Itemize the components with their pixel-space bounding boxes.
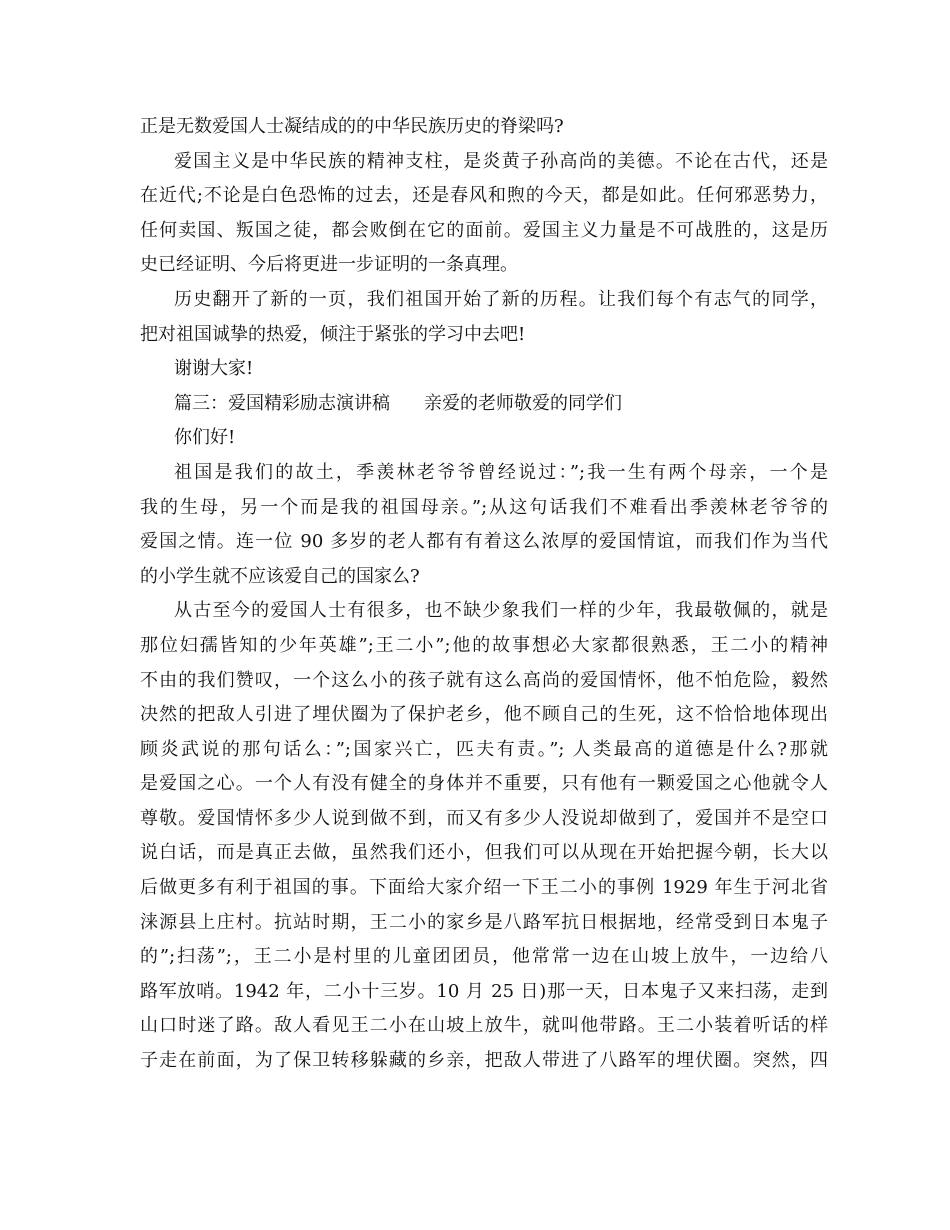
text-line-content: 从古至今的爱国人士有很多，也不缺少象我们一样的少年，我最敬佩的，就是 — [174, 600, 828, 622]
text-line-content: 后做更多有利于祖国的事。下面给大家介绍一下王二小的事例 1929 年生于河北省 — [140, 877, 828, 899]
text-line — [140, 560, 828, 595]
text-line-content: 谢谢大家! — [174, 358, 254, 380]
text-line — [140, 248, 828, 283]
text-line-content: 的”;扫荡”;，王二小是村里的儿童团团员，他常常一边在山坡上放牛，一边给八 — [140, 946, 828, 968]
text-line-content: 山口时迷了路。敌人看见王二小在山坡上放牛，就叫他带路。王二小装着听话的样 — [140, 1015, 828, 1037]
text-line-content: 任何卖国、叛国之徒，都会败倒在它的面前。爱国主义力量是不可战胜的，这是历 — [140, 219, 828, 241]
text-line — [140, 664, 828, 699]
text-line — [140, 733, 828, 768]
text-line — [140, 525, 828, 560]
text-line — [140, 491, 828, 526]
text-line-content: 你们好! — [174, 427, 236, 449]
text-line-content: 我的生母，另一个而是我的祖国母亲。”;从这句话我们不难看出季羡林老爷爷的 — [140, 496, 828, 518]
text-line-content: 不由的我们赞叹，一个这么小的孩子就有这么高尚的爱国情怀，他不怕危险，毅然 — [140, 669, 828, 691]
text-line-content: 说白话，而是真正去做，虽然我们还小，但我们可以从现在开始把握今朝，长大以 — [140, 842, 828, 864]
text-line-content: 爱国主义是中华民族的精神支柱，是炎黄子孙高尚的美德。不论在古代，还是 — [174, 150, 828, 172]
text-line-content: 篇三：爱国精彩励志演讲稿 — [174, 392, 390, 414]
text-line-content: 在近代;不论是白色恐怖的过去，还是春风和煦的今天，都是如此。任何邪恶势力， — [140, 185, 828, 207]
text-line-content: 顾炎武说的那句话么：”;国家兴亡，匹夫有责。”; 人类最高的道德是什么?那就 — [140, 738, 828, 760]
text-line-content: 那位妇孺皆知的少年英雄”;王二小”;他的故事想必大家都很熟悉，王二小的精神 — [140, 634, 828, 656]
text-line — [140, 352, 828, 387]
text-line-content: 路军放哨。1942 年，二小十三岁。10 月 25 日)那一天，日本鬼子又来扫荡，走到 — [140, 980, 828, 1002]
text-line — [140, 318, 828, 353]
text-line-content: 历史翻开了新的一页，我们祖国开始了新的历程。让我们每个有志气的同学， — [174, 288, 828, 310]
text-line-content: 祖国是我们的故土，季羡林老爷爷曾经说过：”;我一生有两个母亲，一个是 — [174, 461, 828, 483]
text-line-content: 涞源县上庄村。抗站时期，王二小的家乡是八路军抗日根据地，经常受到日本鬼子 — [140, 911, 828, 933]
text-line-tail: 亲爱的老师敬爱的同学们 — [424, 392, 622, 414]
text-line — [140, 594, 828, 629]
text-line — [140, 387, 828, 422]
document-page — [140, 110, 828, 1079]
text-line — [140, 629, 828, 664]
text-line — [140, 1044, 828, 1079]
text-line — [140, 1009, 828, 1044]
text-line-content: 爱国之情。连一位 90 多岁的老人都有有着这么浓厚的爱国情谊，而我们作为当代 — [140, 531, 828, 553]
text-line — [140, 110, 828, 145]
text-line-content: 子走在前面，为了保卫转移躲藏的乡亲，把敌人带进了八路军的埋伏圈。突然，四 — [140, 1050, 828, 1072]
text-line-content: 决然的把敌人引进了埋伏圈为了保护老乡，他不顾自己的生死，这不恰恰地体现出 — [140, 704, 828, 726]
text-line — [140, 456, 828, 491]
text-line-content: 正是无数爱国人士凝结成的的中华民族历史的脊梁吗? — [140, 116, 564, 137]
text-line-content: 史已经证明、今后将更进一步证明的一条真理。 — [140, 254, 518, 276]
text-line — [140, 698, 828, 733]
text-line — [140, 145, 828, 180]
text-line — [140, 906, 828, 941]
text-line — [140, 283, 828, 318]
text-line — [140, 802, 828, 837]
text-line — [140, 940, 828, 975]
text-line — [140, 871, 828, 906]
text-line — [140, 767, 828, 802]
text-line-content: 的小学生就不应该爱自己的国家么? — [140, 565, 420, 587]
text-line-content: 尊敬。爱国情怀多少人说到做不到，而又有多少人没说却做到了，爱国并不是空口 — [140, 807, 828, 829]
text-line — [140, 836, 828, 871]
text-line-content: 是爱国之心。一个人有没有健全的身体并不重要，只有他有一颗爱国之心他就令人 — [140, 773, 828, 795]
text-line — [140, 179, 828, 214]
text-line — [140, 975, 828, 1010]
text-line-content: 把对祖国诚挚的热爱，倾注于紧张的学习中去吧! — [140, 323, 526, 345]
text-line — [140, 214, 828, 249]
text-line — [140, 421, 828, 456]
